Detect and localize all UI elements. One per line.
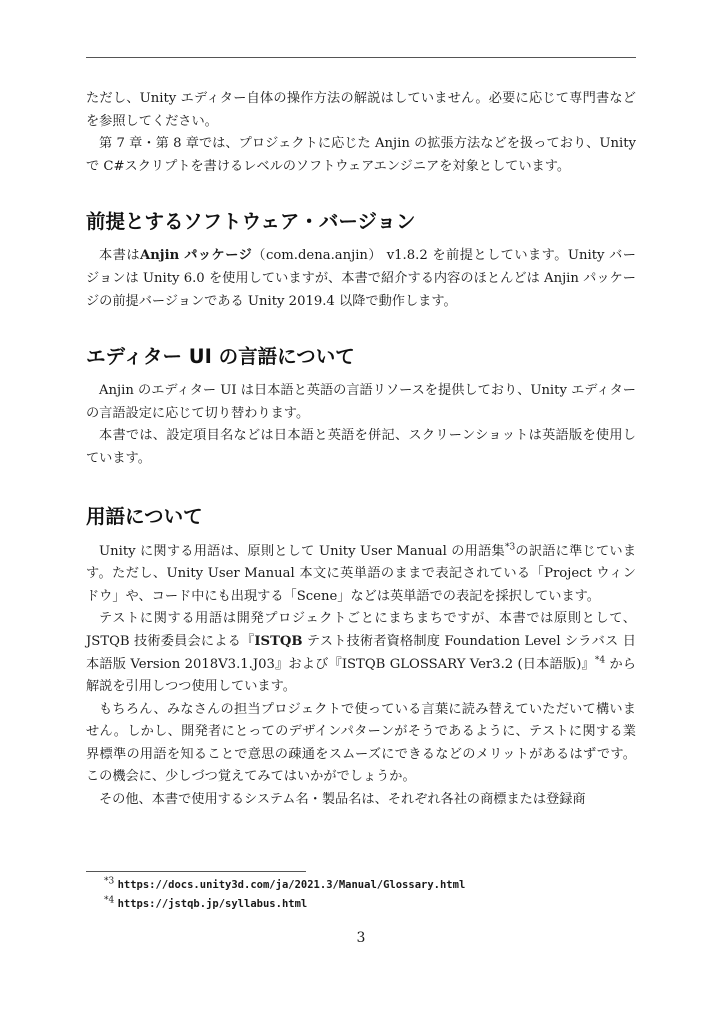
terminology-paragraph-1 (86, 541, 636, 609)
footnote-mark: *3 (104, 876, 115, 887)
section-heading-software-version: 前提とするソフトウェア・バージョン (86, 210, 416, 234)
footnote-ref-3: *3 (504, 542, 516, 553)
footnote-3 (104, 876, 634, 895)
software-version-rest: （com.dena.anjin） v1.8.2 を前提としています。Unity バージョンは Unity 6.0 を使用していますが、本書で紹介する内容のほとんどは Anjin パッケージの前提バージョンである Unity 2019.4 以降で動作します。 (86, 248, 636, 309)
page-number: 3 (356, 930, 366, 946)
istqb-bold-term: ISTQB (254, 633, 303, 649)
terminology-p2-part-a: テストに関する用語は開発プロジェクトごとにまちまちですが、本書では原則として、JSTQB 技術委員会による『 (86, 611, 636, 649)
section-heading-editor-ui-language: エディター UI の言語について (86, 345, 355, 369)
terminology-p2-part-b: テスト技術者資格制度 Foundation Level シラバス 日本語版 Version 2018V3.1.J03』および『ISTQB GLOSSARY Ver3.2 (日本語版)』 (86, 633, 636, 672)
footnotes (104, 876, 634, 914)
footnote-url[interactable]: https://docs.unity3d.com/ja/2021.3/Manual/Glossary.html (117, 879, 466, 891)
terminology-p2-part-c: から解説を引用しつつ使用しています。 (86, 656, 636, 695)
footnote-ref-4: *4 (594, 655, 606, 666)
terminology-p1-part-b: の訳語に準じています。ただし、Unity User Manual 本文に英単語のままで表記されている「Project ウィンドウ」や、コード中にも出現する「Scene」などは英単語での表記を採択しています。 (86, 543, 637, 604)
terminology-paragraph-3: もちろん、みなさんの担当プロジェクトで使っている言葉に読み替えていただいて構いません。しかし、開発者にとってのデザインパターンがそうであるように、テストに関する業界標準の用語を知ることで意思の疎通をスムーズにできるなどのメリットがあるはずです。この機会に、少しづつ覚えてみてはいかがでしょうか。 (86, 701, 636, 785)
anjin-package-term: Anjin パッケージ (139, 248, 253, 264)
editor-ui-paragraph-1: Anjin のエディター UI は日本語と英語の言語リソースを提供しており、Unity エディターの言語設定に応じて切り替わります。 (86, 383, 636, 421)
intro-paragraph-1: ただし、Unity エディター自体の操作方法の解説はしていません。必要に応じて専門書などを参照してください。 (86, 91, 636, 129)
section-heading-terminology: 用語について (86, 504, 203, 528)
terminology-paragraph-2 (86, 608, 636, 698)
terminology-paragraph-4: その他、本書で使用するシステム名・製品名は、それぞれ各社の商標または登録商 (99, 792, 586, 808)
header-rule (86, 57, 636, 58)
footnote-url[interactable]: https://jstqb.jp/syllabus.html (117, 898, 308, 910)
software-version-paragraph (86, 245, 636, 313)
software-version-lead: 本書は (99, 248, 140, 264)
editor-ui-paragraph-2: 本書では、設定項目名などは日本語と英語を併記、スクリーンショットは英語版を使用しています。 (86, 428, 636, 466)
footnote-mark: *4 (104, 895, 115, 906)
page-body (86, 88, 636, 812)
intro-paragraph-2: 第 7 章・第 8 章では、プロジェクトに応じた Anjin の拡張方法などを扱っており、Unity で C#スクリプトを書けるレベルのソフトウェアエンジニアを対象としています。 (86, 136, 636, 174)
terminology-p1-part-a: Unity に関する用語は、原則として Unity User Manual の用語集 (99, 543, 505, 559)
footnote-rule (86, 871, 306, 872)
footnote-4 (104, 895, 634, 914)
